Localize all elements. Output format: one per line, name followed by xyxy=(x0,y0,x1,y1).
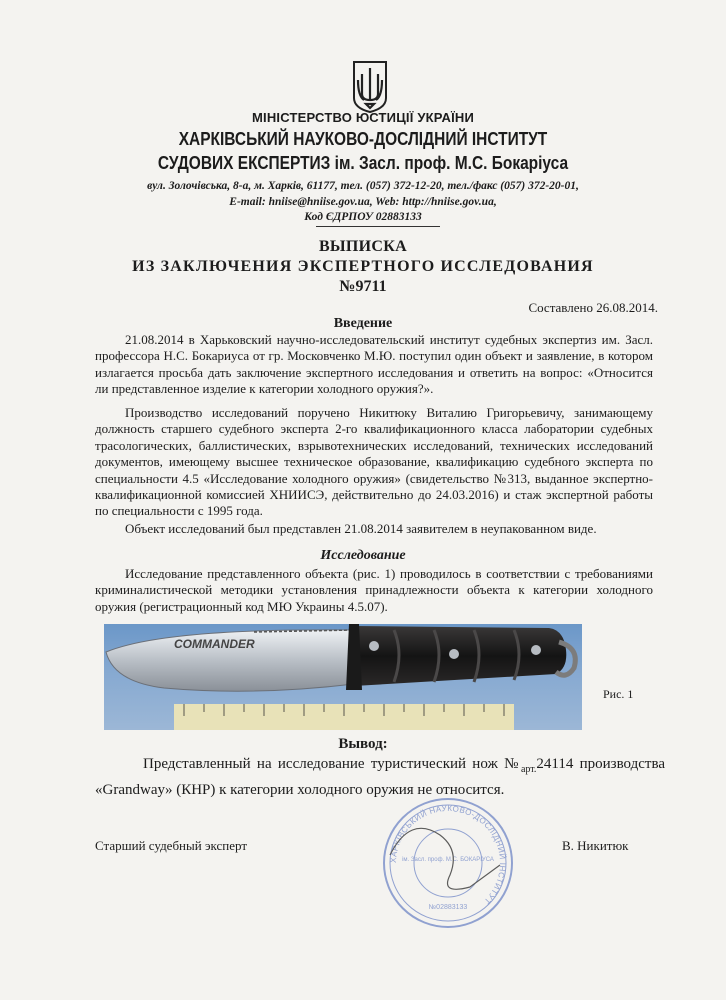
stamp-outer-text: ХАРКІВСЬКИЙ НАУКОВО-ДОСЛІДНИЙ ІНСТИТУТ xyxy=(388,803,508,906)
stamp-code: №02883133 xyxy=(428,904,468,911)
intro-heading: Введение xyxy=(333,316,393,331)
official-stamp xyxy=(380,795,516,931)
document-number: №9711 xyxy=(339,278,387,295)
intro-paragraph-1: 21.08.2014 в Харьковский научно-исследовательский институт судебных экспертиз им. Засл. профессора Н.С. Бокариуса от гр. Московченко М.Ю. поступил один объект и заявление, в котором излагается просьба дать заключение экспертного исследования и ответить на вопрос: «Относится ли представленное изделие к категории холодного оружия?». xyxy=(95,332,653,397)
blade-engraving: COMMANDER xyxy=(174,637,255,651)
signer-position: Старший судебный эксперт xyxy=(95,838,248,853)
composed-date: Составлено 26.08.2014. xyxy=(528,300,658,315)
ministry-name: МІНІСТЕРСТВО ЮСТИЦІЇ УКРАЇНИ xyxy=(251,110,474,125)
conclusion-text-end: 24114 производства «Grandway» (КНР) к категории холодного оружия не относится. xyxy=(95,756,666,798)
research-paragraph: Исследование представленного объекта (рис. 1) проводилось в соответствии с требованиями криминалистической методики установления принадлежности объекта к категории холодного оружия (регистрационный код МЮ Украины 4.5.07). xyxy=(95,566,653,614)
figure-caption: Рис. 1 xyxy=(603,687,634,701)
intro-paragraph-2: Производство исследований поручено Никитюку Виталию Григорьевичу, занимающему должность старшего судебного эксперта 2-го квалификационного класса лаборатории судебных трасологических, баллистических, взрывотехнических исследований, технических исследований документов, имеющему высшее техническое образование, квалификацию судебного эксперта по специальности 4.5 «Исследование холодного оружия» (свидетельство №313, выданное экспертно-квалификационной комиссией ХНИИСЭ, действительно до 24.03.2016) и стаж экспертной работы по специальности с 1995 года. xyxy=(95,405,653,519)
conclusion-subscript: арт. xyxy=(520,764,537,775)
conclusion-paragraph xyxy=(95,754,665,800)
svg-text:ХАРКІВСЬКИЙ НАУКОВО-ДОСЛІДНИЙ xyxy=(389,804,507,906)
intro-paragraph-3: Объект исследований был представлен 21.08.2014 заявителем в неупакованном виде. xyxy=(125,521,597,536)
institute-name-line2: СУДОВИХ ЕКСПЕРТИЗ ім. Засл. проф. М.С. Бокаріуса xyxy=(157,153,569,173)
document-subtitle: ИЗ ЗАКЛЮЧЕНИЯ ЭКСПЕРТНОГО ИССЛЕДОВАНИЯ xyxy=(132,258,594,275)
institute-contacts: E-mail: hniise@hniise.gov.ua, Web: http://hniise.gov.ua, xyxy=(229,196,497,208)
knife-handle xyxy=(354,626,566,686)
document-title: ВЫПИСКА xyxy=(318,238,408,255)
conclusion-text-start: Представленный на исследование туристический нож № xyxy=(143,756,521,772)
header-divider xyxy=(316,226,440,227)
institute-address: вул. Золочівська, 8-а, м. Харків, 61177, тел. (057) 372-12-20, тел./факс (057) 372-20-01, xyxy=(147,180,579,192)
institute-name-line1: ХАРКІВСЬКИЙ НАУКОВО-ДОСЛІДНИЙ ІНСТИТУТ xyxy=(178,129,548,149)
trident-emblem-icon xyxy=(350,60,390,114)
institute-edrpou: Код ЄДРПОУ 02883133 xyxy=(304,211,422,223)
conclusion-heading: Вывод: xyxy=(338,736,388,752)
knife-photo xyxy=(104,624,582,730)
stamp-inner-text: ім. Засл. проф. М.С. БОКАРІУСА xyxy=(402,857,494,863)
signer-name: В. Никитюк xyxy=(562,838,629,853)
research-heading: Исследование xyxy=(320,548,406,563)
